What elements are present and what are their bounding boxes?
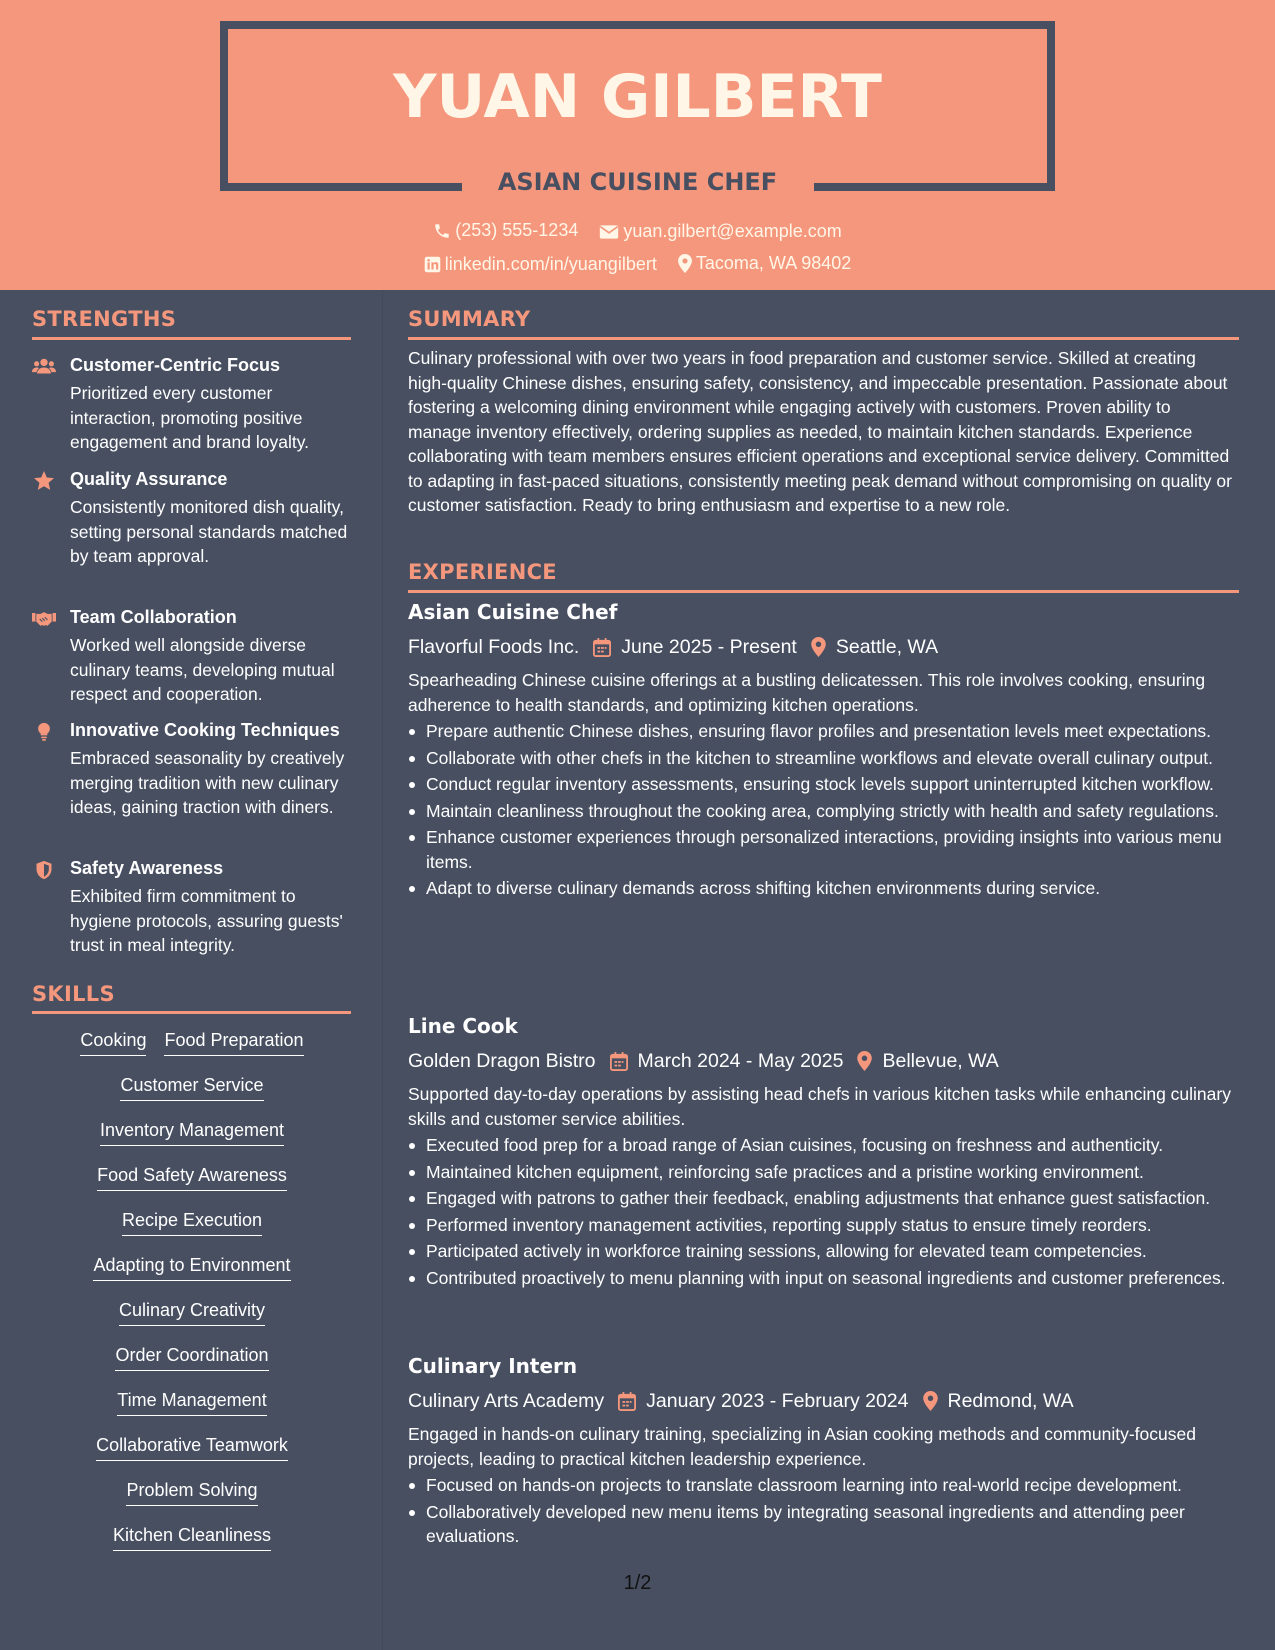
skill-tag: Collaborative Teamwork — [96, 1433, 288, 1461]
phone-contact[interactable] — [433, 220, 578, 241]
skill-tag: Food Safety Awareness — [97, 1163, 287, 1191]
strength-title: Quality Assurance — [70, 469, 228, 489]
job-bullet: Conduct regular inventory assessments, ensuring stock levels support uninterrupted kitchen workflow. — [408, 772, 1238, 797]
linkedin-icon — [424, 256, 441, 273]
skill-tag: Order Coordination — [115, 1343, 268, 1371]
experience-rule — [408, 590, 1239, 593]
map-pin-icon — [678, 254, 692, 273]
calendar-icon — [593, 638, 611, 657]
skill-tag: Inventory Management — [100, 1118, 284, 1146]
strength-item — [32, 720, 352, 844]
lightbulb-icon — [32, 722, 56, 742]
job-bullets — [408, 1473, 1238, 1549]
job-bullet: Adapt to diverse culinary demands across shifting kitchen environments during service. — [408, 876, 1238, 901]
job-entry — [408, 600, 1238, 903]
skill-tag: Problem Solving — [126, 1478, 257, 1506]
shield-icon — [32, 860, 56, 880]
location-contact — [678, 253, 851, 274]
skill-tag: Adapting to Environment — [93, 1253, 290, 1281]
strength-title: Safety Awareness — [70, 858, 224, 878]
job-dates: March 2024 - May 2025 — [637, 1049, 844, 1072]
strength-title: Team Collaboration — [70, 607, 237, 627]
job-description: Engaged in hands-on culinary training, specializing in Asian cooking methods and community-focused projects, leading to practical kitchen leadership experience. — [408, 1424, 1196, 1469]
job-company: Golden Dragon Bistro — [408, 1049, 596, 1072]
summary-text: Culinary professional with over two years in food preparation and customer service. Skilled at creating high-quality Chinese dishes, ensuring safety, consistency, and impeccable presentation. Passionate about fostering a welcoming dining environment while engaging actively with customers. Proven ability to manage inventory effectively, ordering supplies as needed, to maintain kitchen standards. Experience collaborating with team members ensures efficient operations and exceptional service delivery. Committed to adapting in fast-paced situations, consistently meeting peak demand without compromising on quality or customer satisfaction. Ready to bring enthusiasm and expertise to a new role. — [408, 348, 1232, 515]
users-icon — [32, 357, 56, 377]
job-entry — [408, 1354, 1238, 1551]
strength-desc: Embraced seasonality by creatively merging tradition with new culinary ideas, gaining traction with diners. — [70, 748, 345, 817]
job-meta — [408, 1046, 1238, 1076]
job-description: Supported day-to-day operations by assisting head chefs in various kitchen tasks while enhancing culinary skills and customer service abilities. — [408, 1084, 1231, 1129]
job-bullet: Executed food prep for a broad range of Asian cuisines, focusing on freshness and authenticity. — [408, 1133, 1238, 1158]
map-pin-icon — [857, 1051, 872, 1071]
strength-title: Customer-Centric Focus — [70, 355, 281, 375]
star-icon — [32, 471, 56, 491]
job-company: Culinary Arts Academy — [408, 1389, 605, 1412]
strength-item — [32, 607, 352, 707]
phone-text: (253) 555-1234 — [455, 220, 579, 240]
job-meta — [408, 632, 1238, 662]
phone-icon — [433, 222, 451, 240]
skills-list — [32, 1028, 352, 1568]
email-contact[interactable] — [599, 221, 841, 242]
job-bullet: Enhance customer experiences through personalized interactions, providing insights into various menu items. — [408, 825, 1238, 874]
skill-tag: Kitchen Cleanliness — [113, 1523, 271, 1551]
envelope-icon — [599, 224, 619, 240]
linkedin-text: linkedin.com/in/yuangilbert — [444, 254, 657, 274]
job-bullet: Focused on hands-on projects to translate classroom learning into real-world recipe development. — [408, 1473, 1238, 1498]
job-bullet: Participated actively in workforce training sessions, allowing for elevated team competencies. — [408, 1239, 1238, 1264]
job-bullet: Maintained kitchen equipment, reinforcing safe practices and a pristine working environment. — [408, 1160, 1238, 1185]
strengths-rule — [32, 337, 351, 340]
job-dates: June 2025 - Present — [621, 635, 797, 658]
column-divider — [382, 290, 383, 1650]
summary-rule — [408, 337, 1239, 340]
experience-heading: EXPERIENCE — [408, 560, 557, 584]
job-role: Asian Cuisine Chef — [408, 600, 618, 624]
skill-tag: Cooking — [80, 1028, 146, 1056]
contact-row-2 — [0, 253, 1275, 278]
page-number: 1/2 — [623, 1572, 652, 1594]
map-pin-icon — [811, 637, 826, 657]
strength-item — [32, 858, 352, 958]
job-meta — [408, 1386, 1238, 1416]
job-location: Seattle, WA — [835, 635, 939, 658]
job-location: Bellevue, WA — [882, 1049, 999, 1072]
job-bullet: Collaboratively developed new menu items by integrating seasonal ingredients and attending peer evaluations. — [408, 1500, 1238, 1549]
map-pin-icon — [923, 1391, 938, 1411]
skill-tag: Food Preparation — [164, 1028, 303, 1056]
contact-row-1 — [0, 220, 1275, 245]
candidate-title: ASIAN CUISINE CHEF — [497, 168, 778, 196]
strength-desc: Prioritized every customer interaction, promoting positive engagement and brand loyalty. — [70, 383, 310, 452]
job-bullet: Collaborate with other chefs in the kitchen to streamline workflows and elevate overall culinary output. — [408, 746, 1238, 771]
skill-tag: Customer Service — [120, 1073, 263, 1101]
job-role: Culinary Intern — [408, 1354, 578, 1378]
strengths-heading: STRENGTHS — [32, 307, 177, 331]
job-bullets — [408, 1133, 1238, 1290]
linkedin-contact[interactable] — [424, 254, 657, 275]
skills-heading: SKILLS — [32, 982, 115, 1006]
skills-rule — [32, 1011, 351, 1014]
strength-desc: Exhibited firm commitment to hygiene protocols, assuring guests' trust in meal integrity. — [70, 886, 343, 955]
job-description: Spearheading Chinese cuisine offerings at a bustling delicatessen. This role involves cooking, ensuring adherence to health standards, and optimizing kitchen operations. — [408, 670, 1206, 715]
strength-desc: Worked well alongside diverse culinary teams, developing mutual respect and cooperation. — [70, 635, 335, 704]
skill-tag: Culinary Creativity — [119, 1298, 265, 1326]
job-location: Redmond, WA — [947, 1389, 1074, 1412]
candidate-name: YUAN GILBERT — [393, 62, 882, 132]
job-entry — [408, 1014, 1238, 1292]
skill-tag: Time Management — [117, 1388, 266, 1416]
strength-item — [32, 469, 352, 589]
job-role: Line Cook — [408, 1014, 518, 1038]
strength-item — [32, 355, 352, 455]
strength-desc: Consistently monitored dish quality, setting personal standards matched by team approval. — [70, 497, 348, 566]
summary-heading: SUMMARY — [408, 307, 531, 331]
location-text: Tacoma, WA 98402 — [695, 253, 852, 273]
job-bullet: Performed inventory management activities, reporting supply status to ensure timely reorders. — [408, 1213, 1238, 1238]
email-text: yuan.gilbert@example.com — [623, 221, 842, 241]
job-bullet: Engaged with patrons to gather their feedback, enabling adjustments that enhance guest satisfaction. — [408, 1186, 1238, 1211]
skill-tag: Recipe Execution — [122, 1208, 262, 1236]
handshake-icon — [32, 609, 56, 629]
job-bullets — [408, 719, 1238, 901]
strength-title: Innovative Cooking Techniques — [70, 720, 340, 740]
calendar-icon — [610, 1052, 628, 1071]
calendar-icon — [618, 1392, 636, 1411]
job-bullet: Contributed proactively to menu planning with input on seasonal ingredients and customer preferences. — [408, 1266, 1238, 1291]
job-bullet: Maintain cleanliness throughout the cooking area, complying strictly with health and safety regulations. — [408, 799, 1238, 824]
job-company: Flavorful Foods Inc. — [408, 635, 580, 658]
job-bullet: Prepare authentic Chinese dishes, ensuring flavor profiles and presentation levels meet expectations. — [408, 719, 1238, 744]
job-dates: January 2023 - February 2024 — [646, 1389, 909, 1412]
